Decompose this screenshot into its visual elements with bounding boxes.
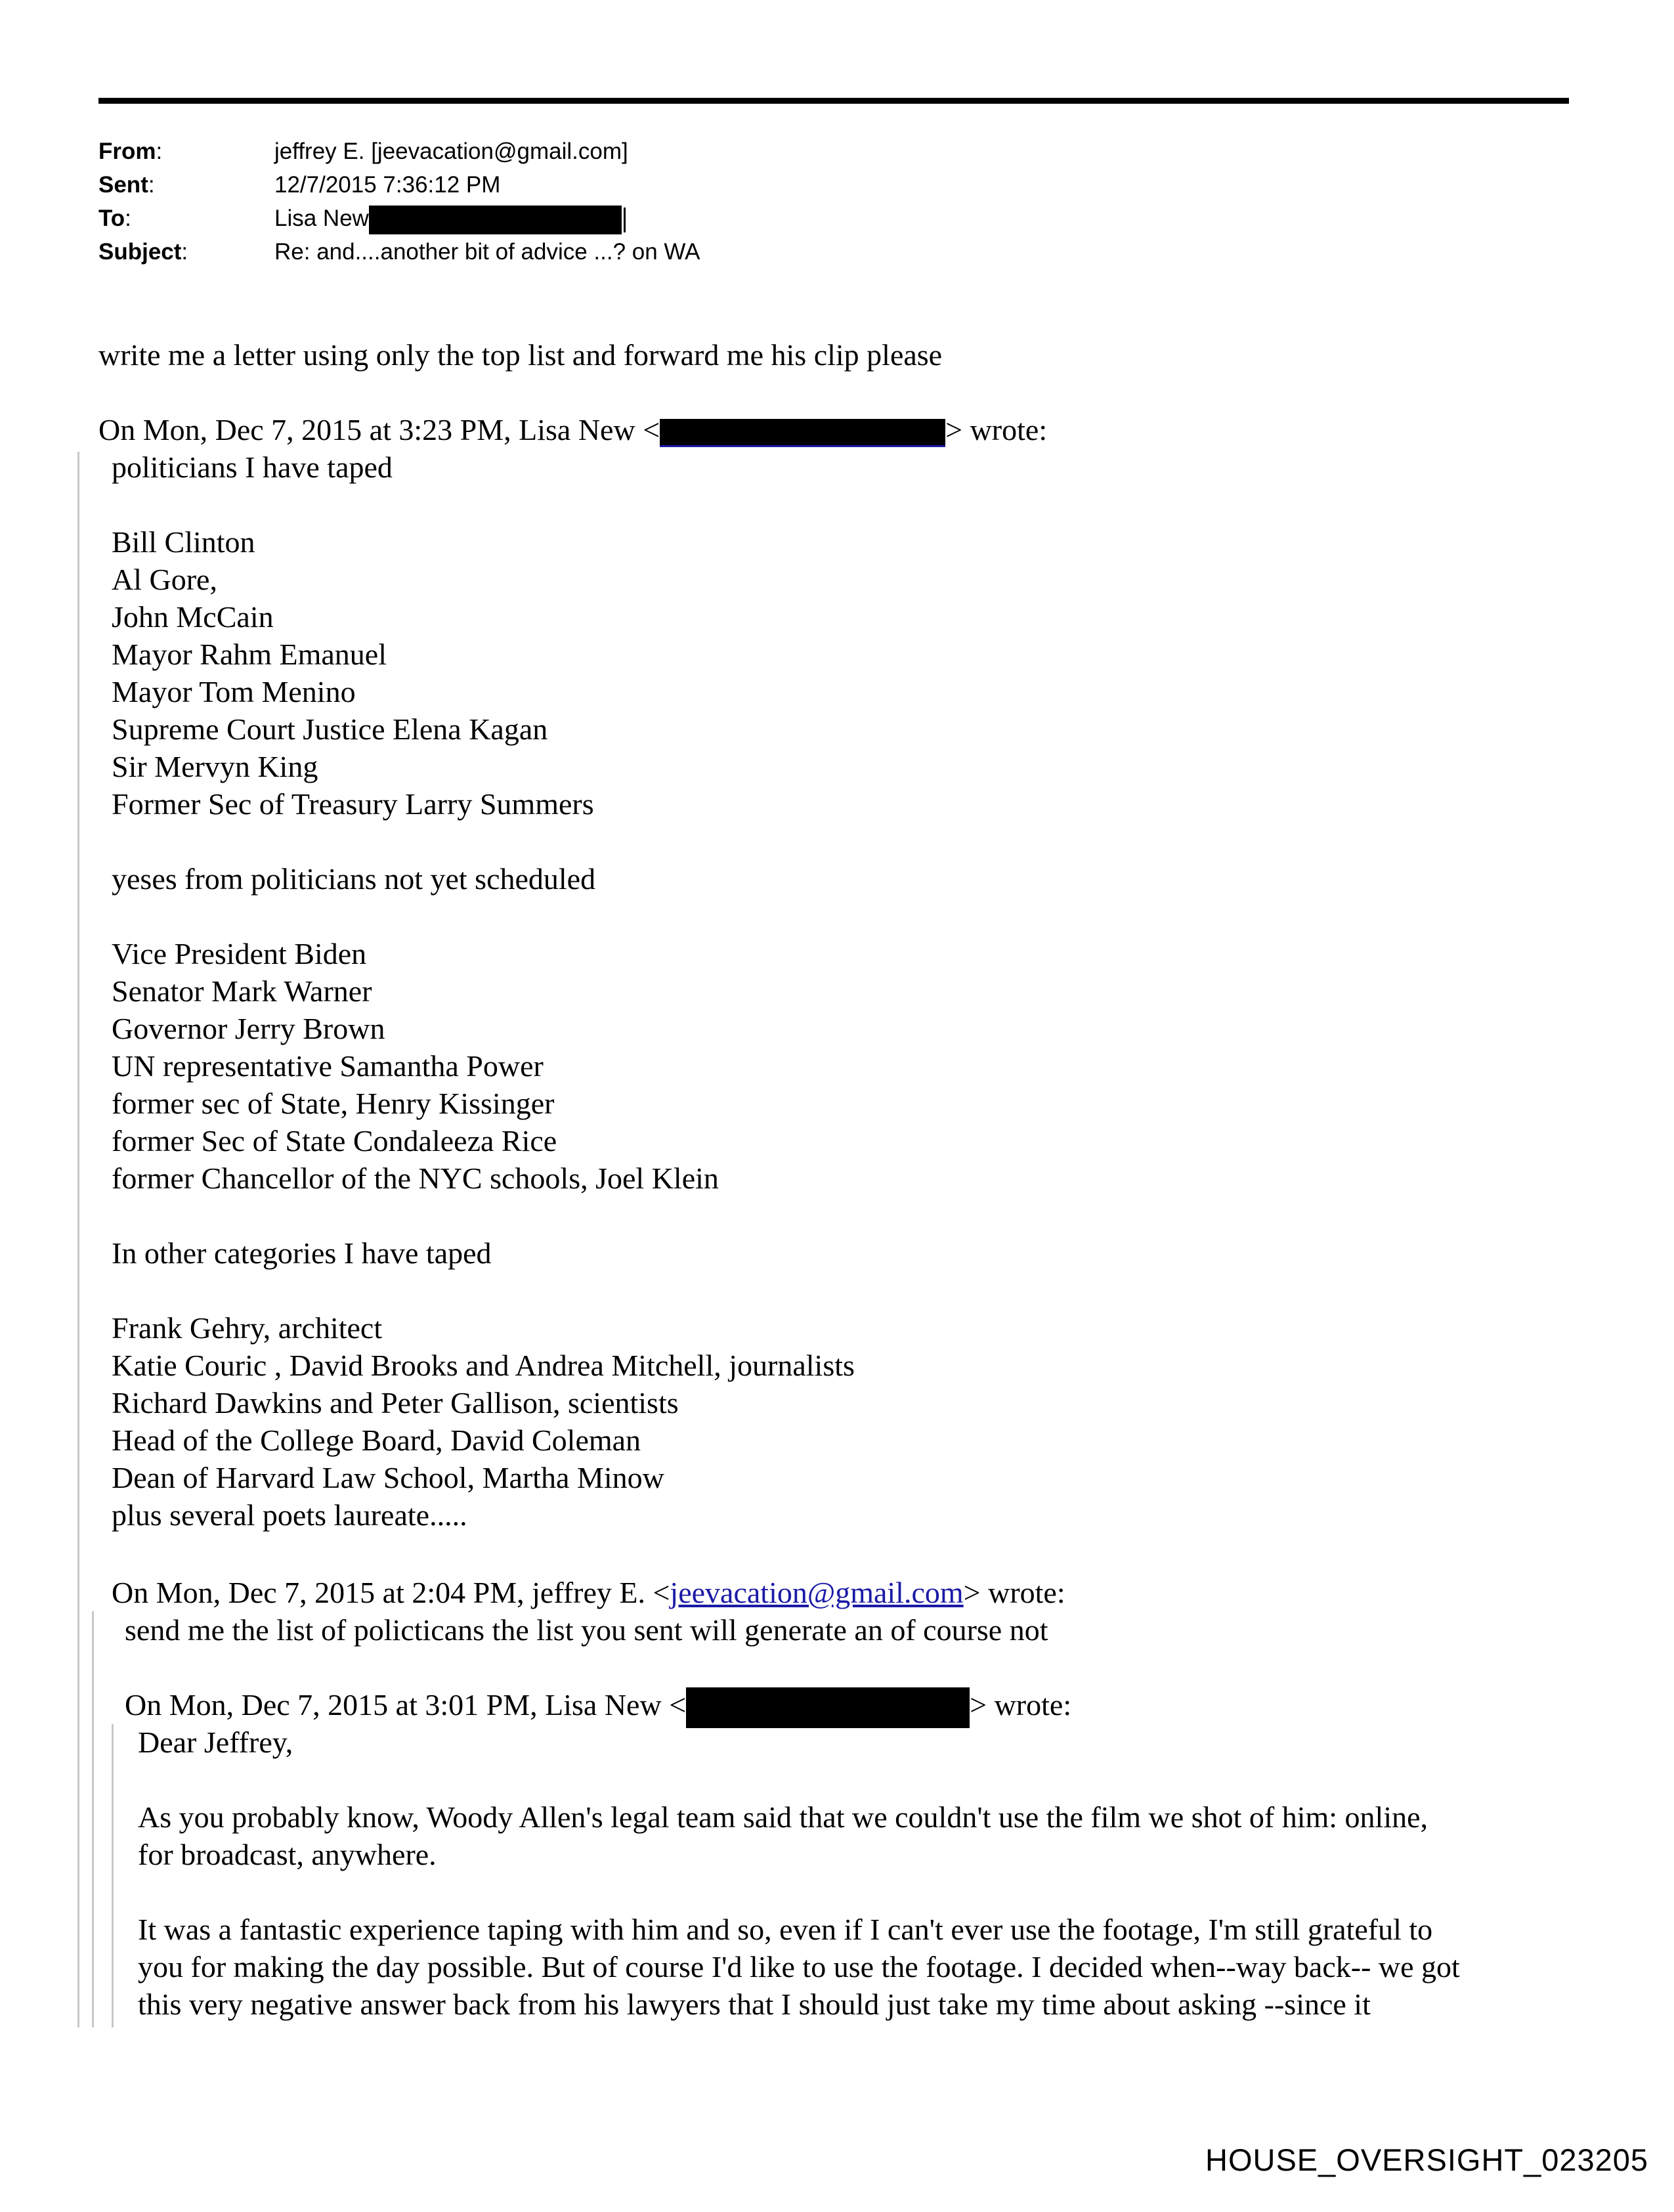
quote3-para1-line2: for broadcast, anywhere. xyxy=(138,1838,437,1871)
quote1-line: Mayor Tom Menino xyxy=(112,675,356,708)
sent-row: Sent: 12/7/2015 7:36:12 PM xyxy=(98,168,700,202)
blank-line xyxy=(112,823,855,860)
quote1-attribution: On Mon, Dec 7, 2015 at 3:23 PM, Lisa New < > wrote: xyxy=(98,413,1048,446)
sent-value: 12/7/2015 7:36:12 PM xyxy=(274,172,501,198)
quote1-line: yeses from politicians not yet scheduled xyxy=(112,862,596,896)
quote1-line: John McCain xyxy=(112,600,274,634)
quote3-greeting: Dear Jeffrey, xyxy=(138,1725,293,1759)
subject-row: Subject: Re: and....another bit of advice ...? on WA xyxy=(98,235,700,269)
redaction-box xyxy=(660,419,945,447)
quote1-line: Senator Mark Warner xyxy=(112,974,372,1008)
quote1-rule xyxy=(77,452,79,2028)
from-label: From xyxy=(98,139,156,164)
quote1-line: In other categories I have taped xyxy=(112,1236,492,1270)
subject-label: Subject xyxy=(98,239,182,265)
from-value: jeffrey E. [jeevacation@gmail.com] xyxy=(274,139,628,164)
quote1-line: Sir Mervyn King xyxy=(112,750,318,783)
quote1-line: Supreme Court Justice Elena Kagan xyxy=(112,712,548,746)
to-row: To: Lisa New xyxy=(98,202,700,235)
blank-line xyxy=(112,1197,855,1234)
subject-value: Re: and....another bit of advice ...? on WA xyxy=(274,239,700,265)
quote3-para2-line1: It was a fantastic experience taping with him and so, even if I can't ever use the footage, I'm still grateful to xyxy=(138,1913,1433,1946)
quote1-line: Mayor Rahm Emanuel xyxy=(112,638,387,671)
reply-body: write me a letter using only the top list and forward me his clip please xyxy=(98,338,943,372)
quote1-line: former sec of State, Henry Kissinger xyxy=(112,1087,555,1120)
blank-line xyxy=(112,486,855,523)
redaction-box xyxy=(369,206,622,234)
blank-line xyxy=(112,1272,855,1309)
email-link[interactable]: jeevacation@gmail.com xyxy=(670,1576,964,1609)
quote2-rule xyxy=(92,1611,94,2028)
quote1-line: Former Sec of Treasury Larry Summers xyxy=(112,787,594,821)
quote3-rule xyxy=(112,1724,114,2028)
quote3-para2-line3: this very negative answer back from his lawyers that I should just take my time about asking --since it xyxy=(138,1987,1371,2021)
to-value: Lisa New xyxy=(274,206,369,231)
quote2-attribution: On Mon, Dec 7, 2015 at 2:04 PM, jeffrey E. <jeevacation@gmail.com> wrote: xyxy=(112,1576,1065,1609)
quote1-line: Katie Couric , David Brooks and Andrea Mitchell, journalists xyxy=(112,1349,855,1382)
quote1-line: Head of the College Board, David Coleman xyxy=(112,1423,641,1457)
quote3-para1-line1: As you probably know, Woody Allen's legal team said that we couldn't use the film we shot of him: online, xyxy=(138,1800,1428,1834)
quote1-line: Frank Gehry, architect xyxy=(112,1311,383,1345)
quote1-line: UN representative Samantha Power xyxy=(112,1049,544,1083)
quote1-line: Governor Jerry Brown xyxy=(112,1012,385,1045)
blank-line xyxy=(112,898,855,935)
quote1-line: Bill Clinton xyxy=(112,525,255,559)
quote1-line: former Sec of State Condaleeza Rice xyxy=(112,1124,557,1158)
from-row: From: jeffrey E. [jeevacation@gmail.com] xyxy=(98,135,700,168)
quote1-line: politicians I have taped xyxy=(112,450,393,484)
top-rule xyxy=(98,98,1569,104)
quote1-line: Al Gore, xyxy=(112,563,217,596)
redaction-box xyxy=(686,1687,970,1728)
quote1-line: Dean of Harvard Law School, Martha Minow xyxy=(112,1461,664,1494)
quote1-line: Richard Dawkins and Peter Gallison, scientists xyxy=(112,1386,679,1420)
quote1-body xyxy=(112,448,855,1534)
to-label: To xyxy=(98,206,125,231)
sent-label: Sent xyxy=(98,172,148,198)
quote3-attribution: On Mon, Dec 7, 2015 at 3:01 PM, Lisa New < > wrote: xyxy=(125,1686,1071,1728)
email-header xyxy=(98,135,700,269)
quote1-line: former Chancellor of the NYC schools, Joel Klein xyxy=(112,1161,719,1195)
bates-number: HOUSE_OVERSIGHT_023205 xyxy=(1205,2142,1649,2177)
quote1-line: Vice President Biden xyxy=(112,937,367,970)
quote2-body: send me the list of policticans the list you sent will generate an of course not xyxy=(125,1613,1048,1647)
quote1-line: plus several poets laureate..... xyxy=(112,1498,467,1532)
quote3-para2-line2: you for making the day possible. But of course I'd like to use the footage. I decided when--way back-- we got xyxy=(138,1950,1460,1984)
